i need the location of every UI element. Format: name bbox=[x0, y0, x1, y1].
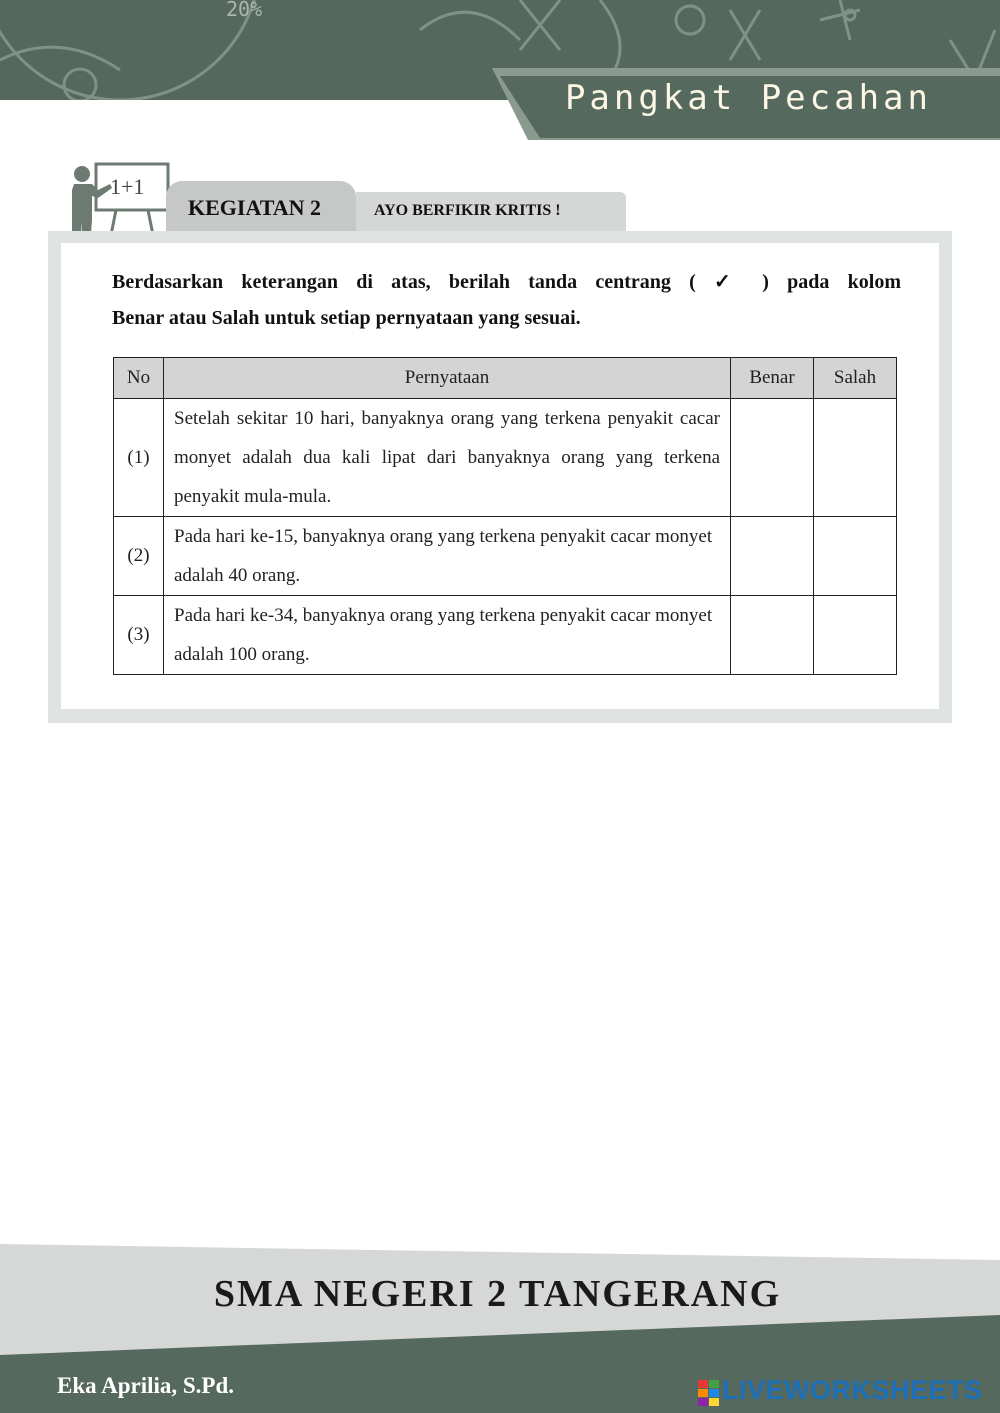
activity-label: KEGIATAN 2 bbox=[188, 195, 322, 220]
header-false: Salah bbox=[814, 358, 897, 399]
table-header-row bbox=[114, 358, 897, 399]
row-statement: Pada hari ke-34, banyaknya orang yang terkena penyakit cacar monyet adalah 100 orang. bbox=[164, 596, 731, 675]
table-row bbox=[114, 517, 897, 596]
row-number: (2) bbox=[114, 517, 164, 596]
row-statement: Pada hari ke-15, banyaknya orang yang terkena penyakit cacar monyet adalah 40 orang. bbox=[164, 517, 731, 596]
author-name: Eka Aprilia, S.Pd. bbox=[57, 1373, 235, 1398]
liveworksheets-logo-icon bbox=[697, 1376, 721, 1410]
page-title: Pangkat Pecahan bbox=[564, 78, 932, 118]
table-row bbox=[114, 596, 897, 675]
table-row bbox=[114, 399, 897, 517]
instruction-line-2: Benar atau Salah untuk setiap pernyataan yang sesuai. bbox=[112, 307, 581, 329]
row-number: (1) bbox=[114, 399, 164, 517]
row-number: (3) bbox=[114, 596, 164, 675]
row-statement: Setelah sekitar 10 hari, banyaknya orang yang terkena penyakit cacar monyet adalah dua kali lipat dari banyaknya orang yang terkena penyakit mula-mula. bbox=[164, 399, 731, 517]
answer-false-cell[interactable] bbox=[814, 517, 897, 596]
header-true: Benar bbox=[731, 358, 814, 399]
answer-true-cell[interactable] bbox=[731, 596, 814, 675]
activity-subtitle-tab bbox=[356, 192, 626, 233]
answer-false-cell[interactable] bbox=[814, 596, 897, 675]
board-label: 1+1 bbox=[110, 174, 145, 199]
board-fraction-decor: 20% bbox=[226, 0, 263, 21]
header-no: No bbox=[114, 358, 164, 399]
school-name: SMA NEGERI 2 TANGERANG bbox=[213, 1273, 782, 1315]
activity-subtitle: AYO BERFIKIR KRITIS ! bbox=[374, 202, 561, 219]
instruction-line-1: Berdasarkan keterangan di atas, berilah tanda centrang ( ✓ ) pada kolom bbox=[112, 271, 901, 293]
answer-false-cell[interactable] bbox=[814, 399, 897, 517]
activity-tab bbox=[166, 181, 356, 233]
answer-true-cell[interactable] bbox=[731, 399, 814, 517]
statement-table bbox=[113, 357, 897, 675]
instruction-text bbox=[112, 264, 901, 336]
chalkboard-background bbox=[0, 0, 1000, 140]
liveworksheets-brand[interactable]: LIVEWORKSHEETS bbox=[722, 1375, 983, 1405]
chalkboard-header bbox=[0, 0, 1000, 140]
header-statement: Pernyataan bbox=[164, 358, 731, 399]
answer-true-cell[interactable] bbox=[731, 517, 814, 596]
